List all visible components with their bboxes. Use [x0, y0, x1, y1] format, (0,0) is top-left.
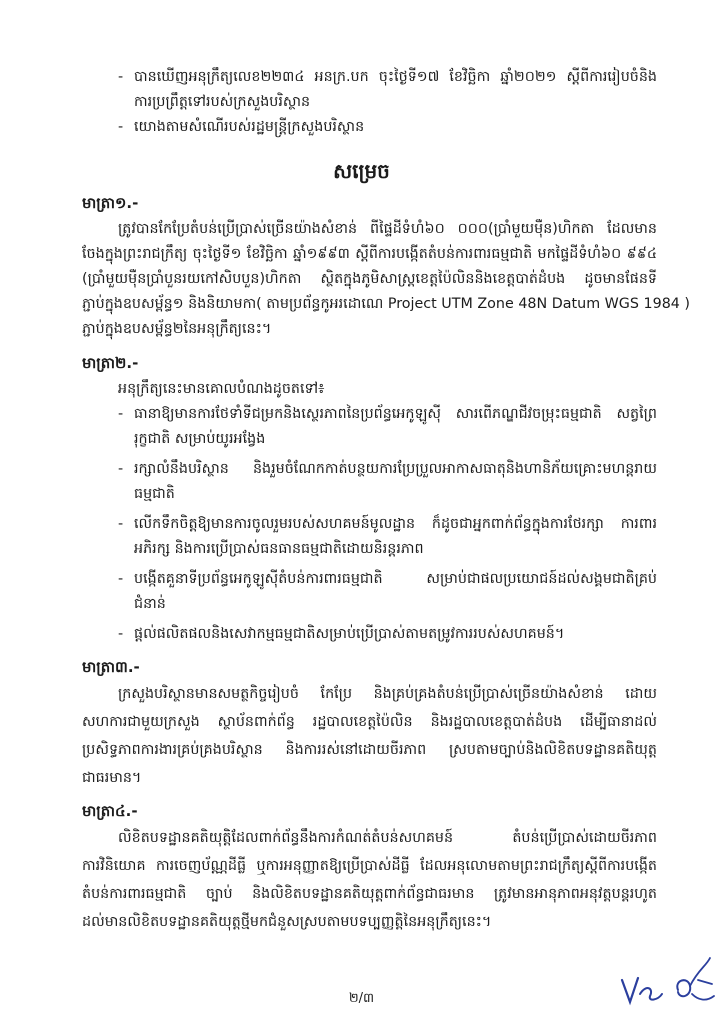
- article-4-line-4: ដល់មានលិខិតបទដ្ឋានគតិយុត្តថ្មីមកជំនួសស្របតាមបទប្បញ្ញត្តិនៃអនុក្រឹត្យនេះ។: [82, 914, 492, 930]
- article-2-bullet-5: -: [118, 626, 124, 642]
- handwritten-initials: [618, 950, 718, 1020]
- article-2-heading: មាត្រា២.-: [82, 354, 139, 372]
- article-1-line-3: (ប្រាំមួយម៉ឺនប្រាំបួនរយកៅសិបបួន)ហិកតា ស្ថិតក្នុងភូមិសាស្ត្រខេត្តប៉ៃលិននិងខេត្តបាត់ដំបង ដូចមានផែនទី: [82, 271, 657, 287]
- decision-title: សម្រេច: [333, 159, 390, 183]
- article-3-line-4: ជាធរមាន។: [82, 770, 142, 786]
- article-4-line-3: តំបន់ការពារធម្មជាតិ ច្បាប់ និងលិខិតបទដ្ឋានគតិយុត្តពាក់ព័ន្ធជាធរមាន ត្រូវមានអានុភាពអនុវត្តបន្តរហូត: [82, 886, 657, 902]
- article-1-line-4: ភ្ជាប់ក្នុងឧបសម្ព័ន្ធ១ និងនិយាមកា( តាមប្រព័ន្ធកូអរដោណេ Project UTM Zone 48N Datum WGS 1984 ): [82, 296, 691, 312]
- preamble-bullet-1: -: [118, 69, 124, 85]
- article-2-bullet-4: -: [118, 571, 124, 587]
- article-2-bullet-2: -: [118, 461, 124, 477]
- article-3-line-2: សហការជាមួយក្រសួង ស្ថាប័នពាក់ព័ន្ធ រដ្ឋបាលខេត្តប៉ៃលិន និងរដ្ឋបាលខេត្តបាត់ដំបង ដើម្បីធានាដល់: [82, 714, 657, 730]
- article-1-line-1: ត្រូវបានកែប្រែតំបន់ប្រើប្រាស់ច្រើនយ៉ាងសំខាន់ ពីផ្ទៃដីទំហំ៦០ ០០០(ប្រាំមួយម៉ឺន)ហិកតា ដែលមាន: [118, 221, 657, 237]
- preamble-item-2-line-1: យោងតាមសំណើរបស់រដ្ឋមន្ត្រីក្រសួងបរិស្ថាន: [134, 119, 365, 135]
- article-2-item-1-line-1: ធានាឱ្យមានការថែទាំទីជម្រកនិងស្ថេរភាពនៃប្រព័ន្ធអេកូឡូស៊ី សារពើភណ្ឌជីវចម្រុះធម្មជាតិ សត្វព្រៃ: [134, 406, 657, 422]
- article-3-line-1: ក្រសួងបរិស្ថានមានសមត្ថកិច្ចរៀបចំ កែប្រែ និងគ្រប់គ្រងតំបន់ប្រើប្រាស់ច្រើនយ៉ាងសំខាន់ ដោយ: [118, 686, 657, 702]
- article-4-line-2: ការវិនិយោគ ការចេញប័ណ្ណដីធ្លី ឬការអនុញ្ញាតឱ្យប្រើប្រាស់ដីធ្លី ដែលអនុលោមតាមព្រះរាជក្រឹត្យស្តីពីការបង្កើត: [82, 858, 657, 874]
- article-4-line-1: លិខិតបទដ្ឋានគតិយុត្តិដែលពាក់ព័ន្ធនឹងការកំណត់តំបន់សហគមន៍ តំបន់ប្រើប្រាស់ដោយចីរភាព: [118, 830, 657, 846]
- article-2-item-5-line-1: ផ្តល់ផលិតផលនិងសេវាកម្មធម្មជាតិសម្រាប់ប្រើប្រាស់តាមតម្រូវការរបស់សហគមន៍។: [134, 626, 565, 642]
- article-1-line-5: ភ្ជាប់ក្នុងឧបសម្ព័ន្ធ២នៃអនុក្រឹត្យនេះ។: [82, 321, 272, 337]
- page-number: ២/៣: [348, 991, 375, 1006]
- article-2-item-3-line-2: អភិរក្ស និងការប្រើប្រាស់ធនធានធម្មជាតិដោយនិរន្តរភាព: [134, 541, 424, 557]
- article-2-item-2-line-1: រក្សាលំនឹងបរិស្ថាន និងរួមចំណែកកាត់បន្ថយការប្រែប្រួលអាកាសធាតុនិងហានិភ័យគ្រោះមហន្តរាយ: [134, 461, 657, 477]
- article-2-bullet-1: -: [118, 406, 124, 422]
- article-3-line-3: ប្រសិទ្ធភាពការងារគ្រប់គ្រងបរិស្ថាន និងការរស់នៅដោយចីរភាព ស្របតាមច្បាប់និងលិខិតបទដ្ឋានគតិយុត្ត: [82, 742, 657, 758]
- preamble-bullet-2: -: [118, 119, 124, 135]
- article-1-heading: មាត្រា១.-: [82, 194, 139, 212]
- article-4-heading: មាត្រា៤.-: [82, 802, 138, 820]
- article-2-intro: អនុក្រឹត្យនេះមានគោលបំណងដូចតទៅ៖: [118, 381, 325, 397]
- article-2-item-3-line-1: លើកទឹកចិត្តឱ្យមានការចូលរួមរបស់សហគមន៍មូលដ្ឋាន ក៏ដូចជាអ្នកពាក់ព័ន្ធក្នុងការថែរក្សា ការពារ: [134, 516, 657, 532]
- preamble-item-1-line-1: បានឃើញអនុក្រឹត្យលេខ២២៣៤ អនក្រ.បក ចុះថ្ងៃទី១៧ ខែវិច្ឆិកា ឆ្នាំ២០២១ ស្តីពីការរៀបចំនិង: [134, 69, 657, 85]
- article-1-line-2: ចែងក្នុងព្រះរាជក្រឹត្យ ចុះថ្ងៃទី១ ខែវិច្ឆិកា ឆ្នាំ១៩៩៣ ស្តីពីការបង្កើតតំបន់ការពារធម្មជាតិ មកផ្ទៃដីទំហំ៦០ ៩៩៤: [82, 246, 657, 262]
- article-3-heading: មាត្រា៣.-: [82, 658, 140, 676]
- article-2-item-2-line-2: ធម្មជាតិ: [134, 486, 175, 502]
- preamble-item-1-line-2: ការប្រព្រឹត្តទៅរបស់ក្រសួងបរិស្ថាន: [134, 94, 311, 110]
- article-2-item-1-line-2: រុក្ខជាតិ សម្រាប់យូរអង្វែង: [134, 431, 266, 447]
- article-2-item-4-line-1: បង្កើតគួនាទីប្រព័ន្ធអេកូឡូស៊ីតំបន់ការពារធម្មជាតិ សម្រាប់ជាផលប្រយោជន៍ដល់សង្គមជាតិគ្រប់: [134, 571, 657, 587]
- article-2-bullet-3: -: [118, 516, 124, 532]
- article-2-item-4-line-2: ជំនាន់: [134, 596, 166, 612]
